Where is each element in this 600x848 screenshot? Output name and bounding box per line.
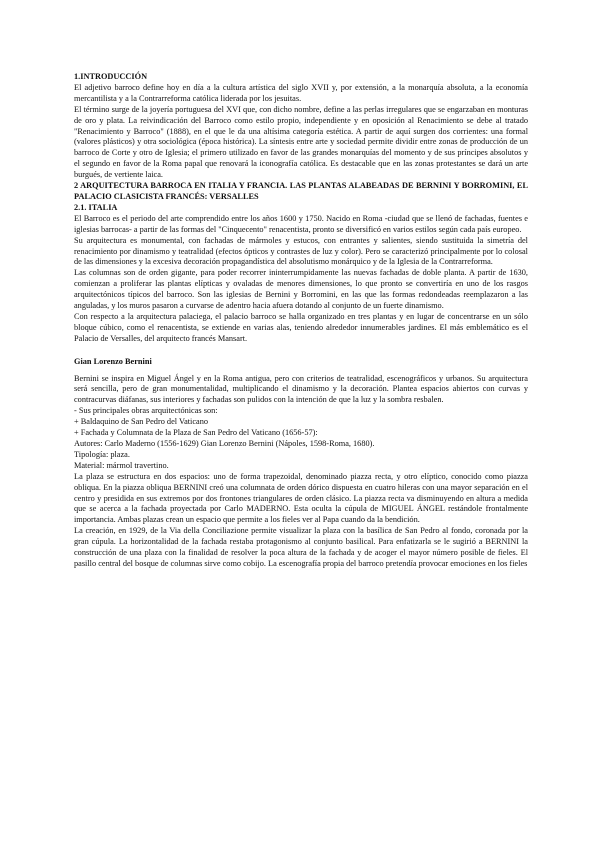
paragraph: Con respecto a la arquitectura palaciega, el palacio barroco se halla organizado en tres plantas y en lugar de concentrarse en un sólo bloque cúbico, como el renacentista, se extiende en varias alas, teniendo alrededor innumerables jardines. El más emblemático es el Palacio de Versalles, del arquitecto francés Mansart. xyxy=(74,311,528,343)
list-line: Tipología: plaza. xyxy=(74,449,130,459)
paragraph: La plaza se estructura en dos espacios: uno de forma trapezoidal, denominado piazza recta, y otro elíptico, conocido como piazza obliqua. En la piazza obliqua BERNINI creó una columnata de orden dórico dispuesta en cuatro hileras con una mayor separación en el centro y presidida en sus extremos por dos frontones triangulares de orden clásico. La piazza recta va disminuyendo en altura a medida que se acerca a la fachada proyectada por Carlo MADERNO. Esta oculta la cúpula de MIGUEL ÁNGEL restándole frontalmente importancia. Ambas plazas crean un espacio que permite a los fieles ver al Papa cuando da la bendición. xyxy=(74,471,528,525)
subsection-heading-italia: 2.1. ITALIA xyxy=(74,202,118,212)
subsection-heading-bernini: Gian Lorenzo Bernini xyxy=(74,356,152,366)
paragraph: Bernini se inspira en Miguel Ángel y en la Roma antigua, pero con criterios de teatralidad, escenográficos y urbanos. Su arquitectura será sencilla, pero de gran monumentalidad, multiplicando el dinamismo y la decoración. Plantea espacios abiertos con curvas y contracurvas diáfanas, sus interiores y fachadas son pulidos con la intención de que la luz y la sombra resbalen. xyxy=(74,373,528,405)
document-page xyxy=(74,72,528,570)
paragraph: El Barroco es el periodo del arte comprendido entre los años 1600 y 1750. Nacido en Roma -ciudad que se llenó de fachadas, fuentes e iglesias barrocas- a partir de las formas del "Cinquecento" renacentista, pronto se diversificó en varios estilos según cada país europeo. xyxy=(74,213,528,234)
section-heading-introduccion: 1.INTRODUCCIÓN xyxy=(74,72,148,81)
spacer xyxy=(74,345,528,357)
paragraph: El término surge de la joyería portuguesa del XVI que, con dicho nombre, define a las perlas irregulares que se engarzaban en monturas de oro y plata. La reivindicación del Barroco como estilo propio, independiente y en oposición al Renacimiento se debe al tratado "Renacimiento y Barroco" (1888), en el que le da una altísima categoría estética. A partir de aquí surgen dos corrientes: una formal (valores plásticos) y otra sociológica (época histórica). La síntesis entre arte y sociedad permite dividir entre zonas de producción de un barroco de Corte y otro de Iglesia; el primero utilizado en favor de las grandes monarquías del momento y de sus príncipes absolutos y el segundo en favor de la Roma papal que renovará la iconografía católica. Es destacable que en las zonas protestantes se dará un arte burgués, de vertiente laica. xyxy=(74,104,528,180)
list-line: + Baldaquino de San Pedro del Vaticano xyxy=(74,417,209,427)
paragraph: El adjetivo barroco define hoy en día a la cultura artística del siglo XVII y, por extensión, a la monarquía absoluta, a la economía mercantilista y a la Contrarreforma católica liderada por los jesuitas. xyxy=(74,82,528,103)
paragraph: Su arquitectura es monumental, con fachadas de mármoles y estucos, con entrantes y salientes, siendo sustituida la simetría del renacimiento por dinamismo y teatralidad (efectos ópticos y contrastes de luz y color). Pero se caracterizó principalmente por lo colosal de las dimensiones y la excesiva decoración propagandística del absolutismo monárquico y de la Iglesia de la Contrarreforma. xyxy=(74,235,528,267)
paragraph: La creación, en 1929, de la Via della Conciliazione permite visualizar la plaza con la basílica de San Pedro al fondo, coronada por la gran cúpula. La horizontalidad de la fachada restaba protagonismo al conjunto basilical. Para enfatizarla se le sugirió a BERNINI la construcción de una plaza con la finalidad de resolver la poca altura de la fachada y de acoger el mayor número posible de fieles. El pasillo central del bosque de columnas sirve como cobijo. La escenografía propia del barroco pretendía provocar emociones en los fieles xyxy=(74,526,528,568)
list-line: Autores: Carlo Maderno (1556-1629) Gian Lorenzo Bernini (Nápoles, 1598-Roma, 1680). xyxy=(74,439,375,448)
section-heading-arquitectura: 2 ARQUITECTURA BARROCA EN ITALIA Y FRANCIA. LAS PLANTAS ALABEADAS DE BERNINI Y BORROMINI, EL PALACIO CLASICISTA FRANCÉS: VERSALLES xyxy=(74,181,528,201)
list-line: - Sus principales obras arquitectónicas son: xyxy=(74,406,218,416)
list-line: + Fachada y Columnata de la Plaza de San Pedro del Vaticano (1656-57): xyxy=(74,428,318,438)
paragraph: Las columnas son de orden gigante, para poder recorrer ininterrumpidamente las nuevas fachadas de doble planta. A partir de 1630, comienzan a proliferar las plantas elípticas y ovaladas de menores dimensiones, lo que pronto se convertiría en uno de los rasgos arquitectónicos típicos del barroco. Son las iglesias de Bernini y Borromini, en las que las formas redondeadas reemplazaron a las anguladas, y los muros pasaron a curvarse de adentro hacia afuera dotando al conjunto de un fuerte dinamismo. xyxy=(74,268,528,311)
list-line: Material: mármol travertino. xyxy=(74,460,169,470)
